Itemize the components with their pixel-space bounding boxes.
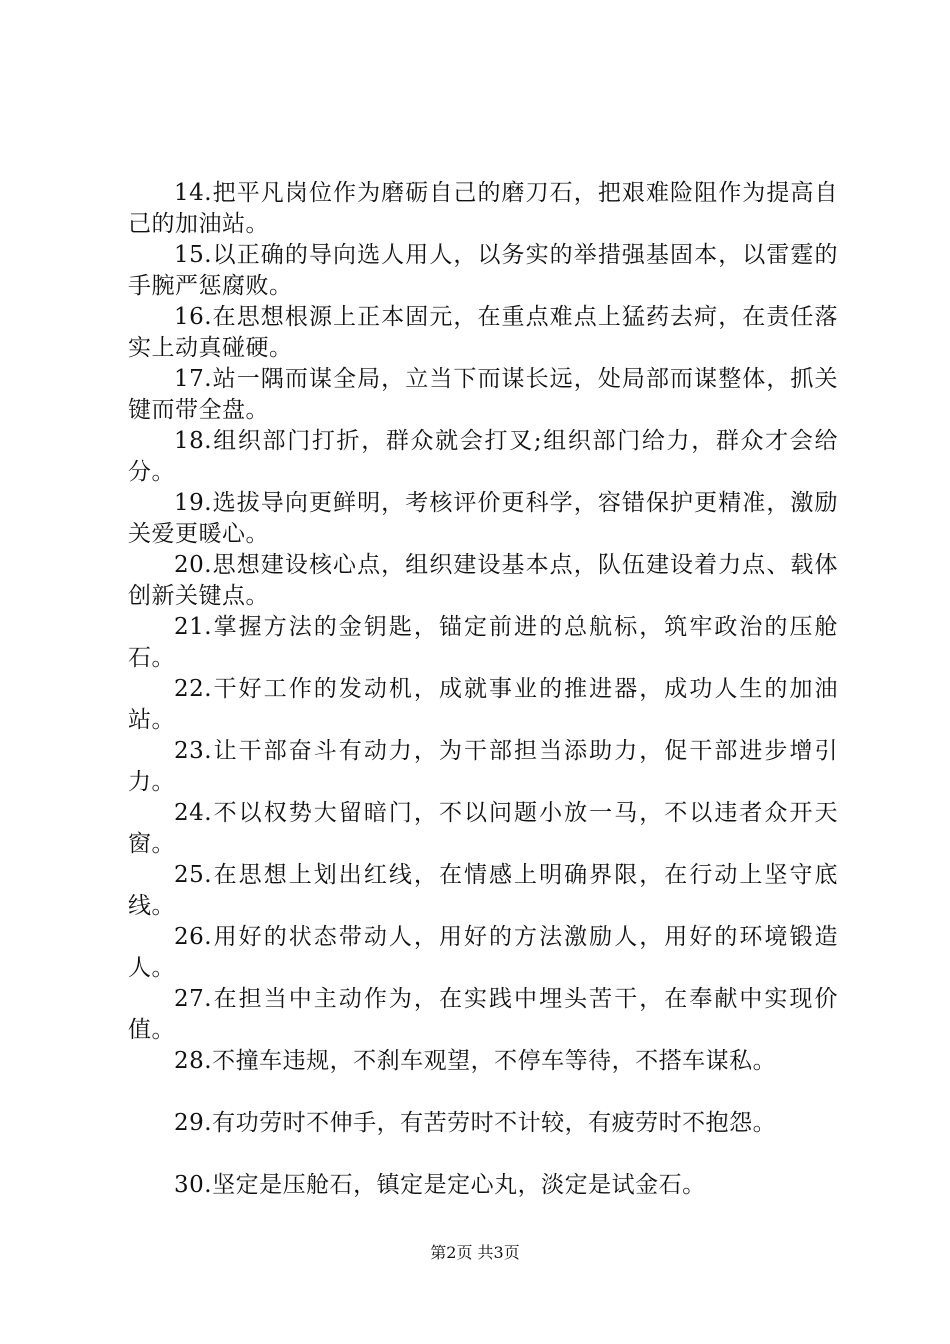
- page-number-footer: 第2页 共3页: [430, 1243, 520, 1262]
- list-item: 21.掌握方法的金钥匙，锚定前进的总航标，筑牢政治的压舱石。: [128, 614, 838, 671]
- document-body: [128, 178, 838, 1201]
- list-item: 29.有功劳时不伸手，有苦劳时不计较，有疲劳时不抱怨。: [174, 1110, 777, 1136]
- list-item: 23.让干部奋斗有动力，为干部担当添助力，促干部进步增引力。: [128, 738, 838, 795]
- list-item: 19.选拔导向更鲜明，考核评价更科学，容错保护更精准，激励关爱更暖心。: [128, 490, 838, 547]
- list-item: 18.组织部门打折，群众就会打叉;组织部门给力，群众才会给分。: [128, 428, 838, 485]
- list-item: 26.用好的状态带动人，用好的方法激励人，用好的环境锻造人。: [128, 924, 838, 981]
- list-item: 16.在思想根源上正本固元，在重点难点上猛药去疴，在责任落实上动真碰硬。: [128, 304, 838, 361]
- list-item: 15.以正确的导向选人用人，以务实的举措强基固本，以雷霆的手腕严惩腐败。: [128, 242, 838, 299]
- list-item: 22.干好工作的发动机，成就事业的推进器，成功人生的加油站。: [128, 676, 838, 733]
- list-item: 17.站一隅而谋全局，立当下而谋长远，处局部而谋整体，抓关键而带全盘。: [128, 366, 838, 423]
- list-item: 27.在担当中主动作为，在实践中埋头苦干，在奉献中实现价值。: [128, 986, 838, 1043]
- list-item: 24.不以权势大留暗门，不以问题小放一马，不以违者众开天窗。: [128, 800, 838, 857]
- list-item: 30.坚定是压舱石，镇定是定心丸，淡定是试金石。: [174, 1172, 706, 1198]
- list-item: 28.不撞车违规，不刹车观望，不停车等待，不搭车谋私。: [174, 1048, 777, 1074]
- list-item: 14.把平凡岗位作为磨砺自己的磨刀石，把艰难险阻作为提高自己的加油站。: [128, 180, 838, 237]
- list-item: 20.思想建设核心点，组织建设基本点，队伍建设着力点、载体创新关键点。: [128, 552, 838, 609]
- list-item: 25.在思想上划出红线，在情感上明确界限，在行动上坚守底线。: [128, 862, 838, 919]
